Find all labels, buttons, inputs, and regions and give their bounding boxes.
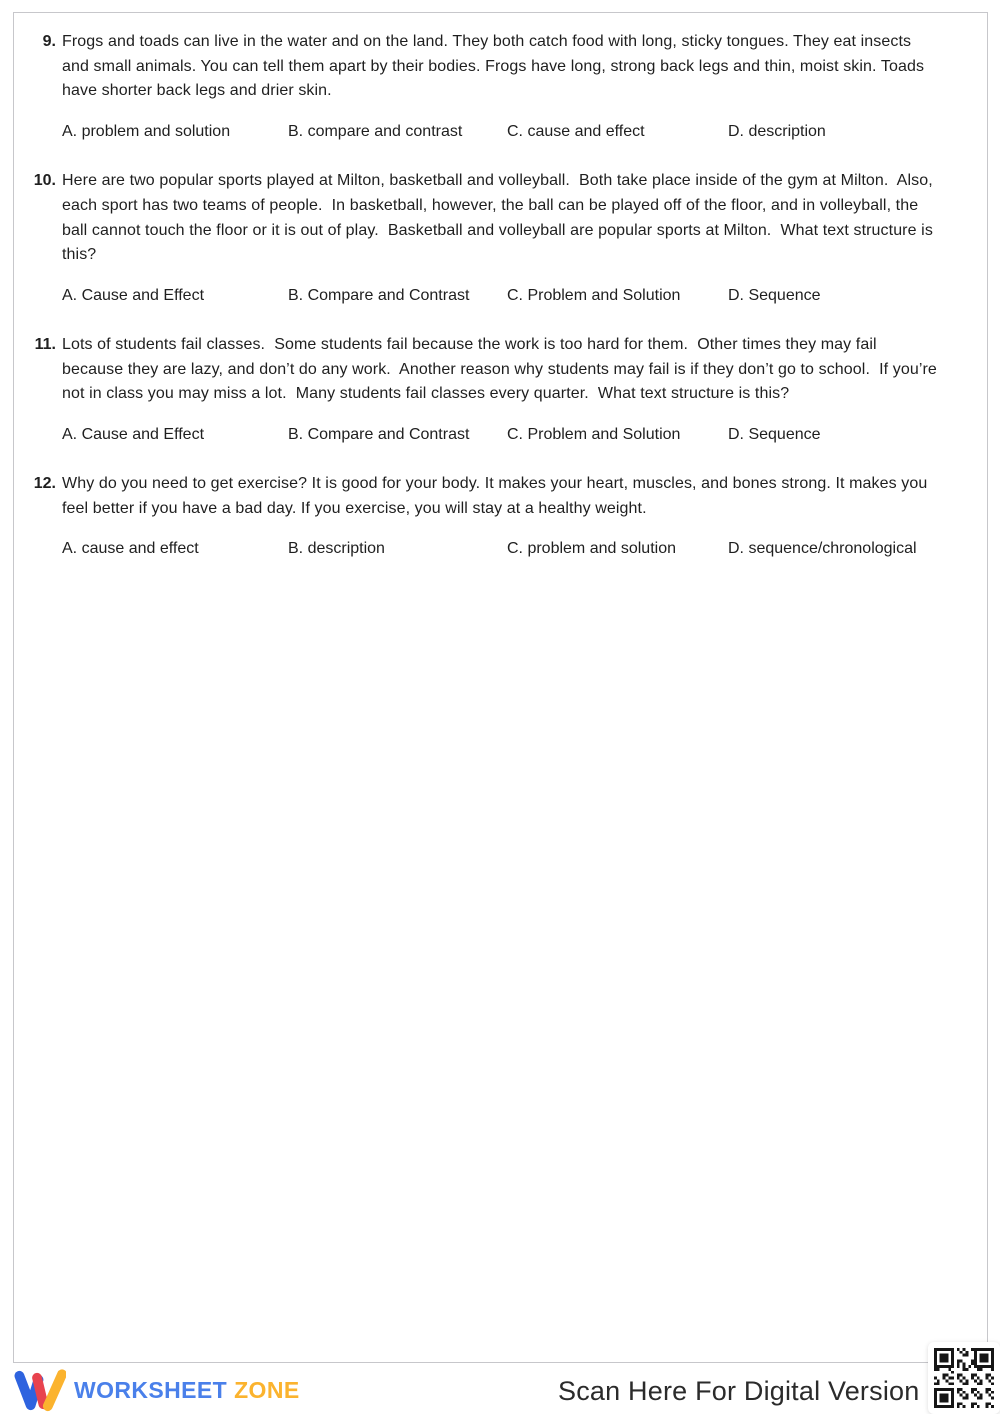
option-c: C. problem and solution bbox=[507, 540, 676, 558]
option-d: D. description bbox=[728, 123, 826, 141]
question-text: Frogs and toads can live in the water and on the land. They both catch food with long, sticky tongues. They eat insects and small animals. You can tell them apart by their bodies. Frogs have long, strong back legs and thin, moist skin. Toads have shorter back legs and drier skin. bbox=[62, 33, 929, 100]
question-number: 11. bbox=[34, 335, 56, 353]
option-b: B. compare and contrast bbox=[288, 123, 463, 141]
question-body bbox=[62, 30, 940, 169]
option-c: C. cause and effect bbox=[507, 123, 645, 141]
worksheetzone-logo-icon bbox=[12, 1367, 66, 1414]
question-number: 12. bbox=[33, 475, 56, 493]
answer-options-row bbox=[62, 119, 940, 144]
option-b: B. Compare and Contrast bbox=[288, 426, 470, 444]
question-text: Why do you need to get exercise? It is good for your body. It makes your heart, muscles, and bones strong. It makes you feel better if you have a bad day. If you exercise, you will stay at a healthy weight. bbox=[62, 475, 932, 517]
answer-options-row bbox=[62, 536, 940, 561]
option-b: B. Compare and Contrast bbox=[288, 286, 470, 304]
question-body bbox=[62, 472, 940, 586]
option-a: A. Cause and Effect bbox=[62, 286, 205, 304]
question-block-9 bbox=[0, 30, 1000, 169]
qr-code-icon bbox=[928, 1342, 1000, 1414]
scan-here-label: Scan Here For Digital Version bbox=[558, 1376, 920, 1406]
option-a: A. problem and solution bbox=[62, 123, 231, 141]
question-body bbox=[62, 169, 940, 333]
option-a: A. Cause and Effect bbox=[62, 426, 205, 444]
questions-list bbox=[0, 30, 1000, 586]
question-block-12 bbox=[0, 472, 1000, 586]
option-c: C. Problem and Solution bbox=[507, 426, 681, 444]
option-d: D. sequence/chronological bbox=[728, 540, 917, 558]
option-a: A. cause and effect bbox=[62, 540, 199, 558]
answer-options-row bbox=[62, 283, 940, 308]
brand-word-worksheet: WORKSHEET bbox=[74, 1377, 228, 1403]
question-block-11 bbox=[0, 333, 1000, 472]
question-body bbox=[62, 333, 940, 472]
option-d: D. Sequence bbox=[728, 286, 821, 304]
option-c: C. Problem and Solution bbox=[507, 286, 681, 304]
question-text: Here are two popular sports played at Milton, basketball and volleyball. Both take place inside of the gym at Milton. Also, each sport has two teams of people. In basketball, however, the ball can be played off of the floor, and in volleyball, the ball cannot touch the floor or it is out of play. Basketball and volleyball are popular sports at Milton. What text structure is this? bbox=[62, 172, 938, 264]
question-block-10 bbox=[0, 169, 1000, 333]
worksheetzone-logo bbox=[12, 1367, 300, 1414]
brand-word-zone: ZONE bbox=[234, 1377, 300, 1403]
question-number: 10. bbox=[33, 172, 56, 190]
option-b: B. description bbox=[288, 540, 385, 558]
answer-options-row bbox=[62, 422, 940, 447]
question-number: 9. bbox=[42, 33, 56, 50]
option-d: D. Sequence bbox=[728, 426, 821, 444]
question-text: Lots of students fail classes. Some students fail because the work is too hard for them. Other times they may fail because they are lazy, and don’t do any work. Another reason why students may fail is if they don’t go to school. If you’re not in class you may miss a lot. Many students fail classes every quarter. What text structure is this? bbox=[62, 335, 942, 403]
brand-name bbox=[74, 1377, 300, 1404]
